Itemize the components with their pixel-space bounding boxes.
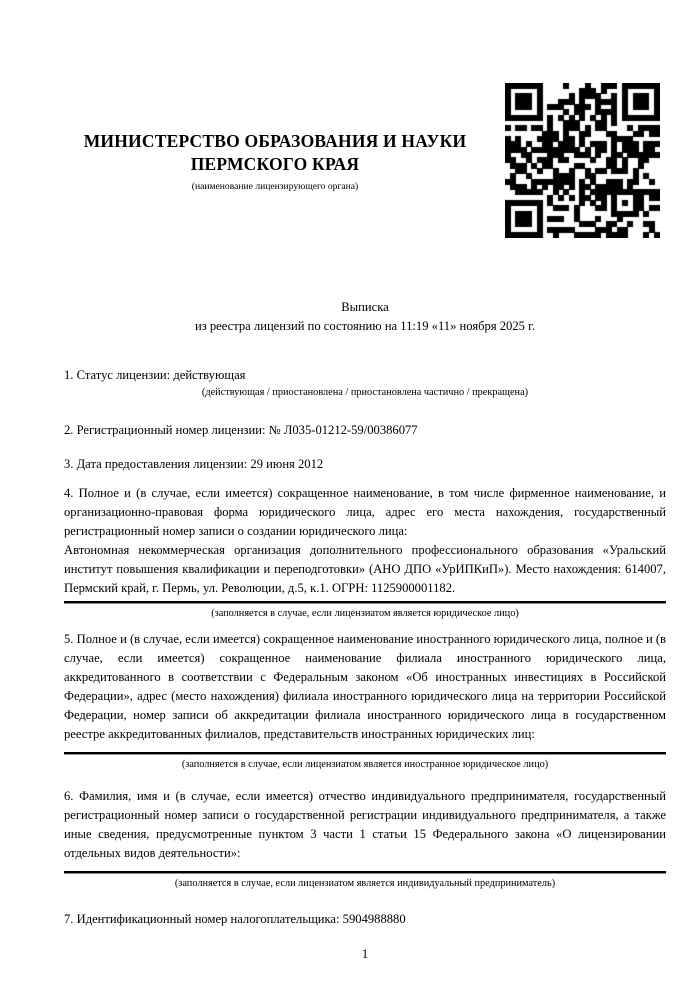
item-foreign-entity (64, 630, 666, 773)
item-taxpayer-number: 7. Идентификационный номер налогоплательщика: 5904988880 (64, 912, 406, 926)
fill-line (64, 601, 666, 603)
page-number: 1 (361, 947, 369, 961)
org-name-caption: (наименование лицензирующего органа) (191, 181, 359, 192)
legal-entity-caption: (заполняется в случае, если лицензиатом является юридическое лицо) (211, 608, 519, 619)
document-title (64, 298, 666, 336)
entrepreneur-question: 6. Фамилия, имя и (в случае, если имеется) отчество индивидуального предпринимателя, государственный регистрационный номер записи о государственной регистрации индивидуального предпринимателя, а также иные сведения, предусмотренные пунктом 3 части 1 статьи 15 Федерального закона «О лицензировании отдельных видов деятельности»: (64, 789, 666, 860)
item-individual-entrepreneur (64, 787, 666, 892)
document-body (64, 260, 666, 964)
foreign-entity-caption: (заполняется в случае, если лицензиатом является иностранное юридическое лицо) (181, 759, 549, 770)
document-title-line2: из реестра лицензий по состоянию на 11:19 «11» ноября 2025 г. (194, 319, 535, 333)
document-header (0, 0, 700, 260)
license-status-caption: (действующая / приостановлена / приостановлена частично / прекращена) (201, 387, 529, 398)
qr-code-icon (505, 83, 660, 238)
item-grant-date: 3. Дата предоставления лицензии: 29 июня 2012 (64, 457, 324, 471)
entrepreneur-caption: (заполняется в случае, если лицензиатом является индивидуальный предприниматель) (174, 878, 556, 889)
foreign-entity-question: 5. Полное и (в случае, если имеется) сокращенное наименование иностранного юридического лица, полное и (в случае, если имеется) сокращенное наименование филиала иностранного юридического лица, аккредитованного в соответствии с Федеральным законом «Об иностранных инвестициях в Российской Федерации», адрес (место нахождения) филиала иностранного юридического лица на территории Российской Федерации, номер записи об аккредитации филиала иностранного юридического лица в государственном реестре аккредитованных филиалов, представительств иностранных юридических лиц: (64, 632, 666, 741)
fill-line (64, 752, 666, 754)
item-license-status (64, 366, 666, 401)
fill-line (64, 871, 666, 873)
license-status-text: 1. Статус лицензии: действующая (64, 368, 246, 382)
item-legal-entity (64, 484, 666, 622)
org-name-line1: МИНИСТЕРСТВО ОБРАЗОВАНИЯ И НАУКИ (83, 131, 467, 151)
licensing-authority-block (64, 130, 486, 193)
org-name-line2: ПЕРМСКОГО КРАЯ (190, 154, 360, 174)
item-registration-number: 2. Регистрационный номер лицензии: № Л035-01212-59/00386077 (64, 423, 418, 437)
legal-entity-answer: Автономная некоммерческая организация дополнительного профессионального образования «Уральский институт повышения квалификации и переподготовки» (АНО ДПО «УрИПКиП»). Место нахождения: 614007, Пермский край, г. Пермь, ул. Революции, д.5, к.1. ОГРН: 1125900001182. (64, 543, 666, 595)
legal-entity-question: 4. Полное и (в случае, если имеется) сокращенное наименование, в том числе фирменное наименование, и организационно-правовая форма юридического лица, адрес его места нахождения, государственный регистрационный номер записи о создании юридического лица: (64, 486, 666, 538)
document-title-line1: Выписка (341, 300, 389, 314)
